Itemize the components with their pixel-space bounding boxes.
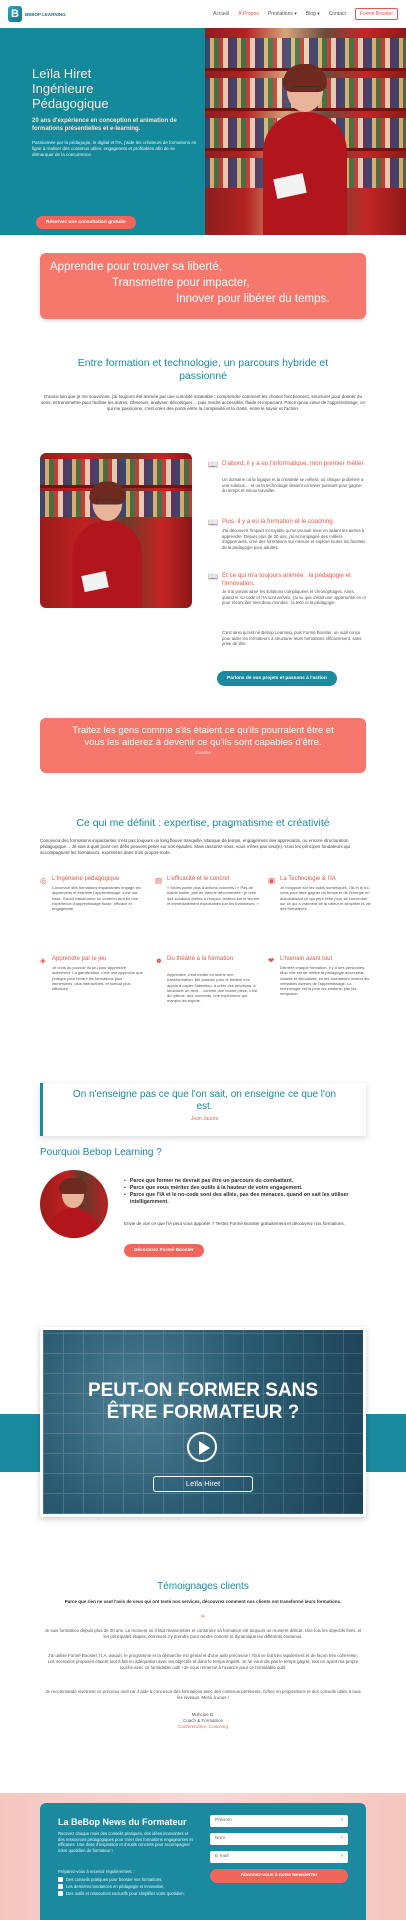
quote2-author: Goethe bbox=[195, 751, 211, 756]
card-title: L'efficacité et le concret bbox=[167, 876, 230, 882]
jaures-quote bbox=[40, 1083, 366, 1136]
card-title: Du théâtre à la formation bbox=[167, 956, 234, 962]
book-icon: 📖 bbox=[208, 572, 218, 581]
projects-button[interactable]: Parlons de vos projets et passons à l'action bbox=[217, 671, 337, 686]
card-technologie bbox=[268, 876, 372, 946]
chevron-icon: › bbox=[341, 1835, 343, 1841]
newsletter-description: Recevez chaque mois des conseils pratiques, des idées innovantes et des ressources pédagogiques pour créer des formations engageantes et efficaces. Une dose d'inspiration et d'outils concrets pour accompagner votre quotidien de formateur ! bbox=[58, 1831, 193, 1853]
video-name-badge: Leïla Hiret bbox=[153, 1476, 253, 1492]
laptop-icon: ▣ bbox=[268, 876, 276, 885]
testimonial-paragraph-3: Je recommande vivement ce précieux outil car il aide à concevoir des formations avec des contenus pertinents, riches en propositions et des conseils utiles à tous les niveaux. Merci à vous ! bbox=[45, 1689, 361, 1700]
feature-title: Et ce qui m'a toujours animée : la pédagogie et l'innovation. bbox=[222, 572, 351, 587]
box-quote-line-1: On n'enseigne pas ce que l'on sait, on enseigne ce que l'on bbox=[72, 1089, 337, 1100]
define-title: Ce qui me définit : expertise, pragmatisme et créativité bbox=[76, 817, 330, 829]
quote-line-3: Innover pour libérer du temps. bbox=[176, 293, 330, 305]
card-text: Derrière chaque formation, il y a des personnes. Mon rôle est de mettre la pédagogie accessible, vivante et stimulante, en les formateurs restent les véritables acteurs de l'apprentissage. La technologie est là pour les soutenir, pas les remplacer. bbox=[280, 965, 370, 997]
testimonials-title: Témoignages clients bbox=[157, 1581, 249, 1592]
card-text: Je m'appuie sur les outils numériques, l'IA et le no-code pour faire gagner du temps et de l'énergie en automatisant ce qui peut l'être pour se concentrer sur ce qui a vraiment de la valeur et simplifier la vie des formateurs. bbox=[280, 885, 371, 912]
newsletter-check-item: Des outils et ressources exclusifs pour simplifier votre quotidien. bbox=[58, 1891, 198, 1897]
testimonial-author-org: Conférencière, Coaching bbox=[178, 1724, 228, 1729]
logo-icon: B bbox=[8, 6, 22, 22]
card-humain bbox=[268, 956, 372, 1028]
portrait-photo bbox=[40, 453, 192, 608]
chart-icon: ▤ bbox=[155, 876, 163, 885]
play-icon[interactable] bbox=[187, 1432, 217, 1462]
handshake-icon: ❤ bbox=[268, 956, 275, 965]
chevron-icon: › bbox=[341, 1853, 343, 1859]
quote-icon: “ bbox=[201, 1612, 205, 1626]
hero-description: Passionnée par la pédagogie, le digital et l'IA, j'aide les créateurs de formations en ligne à réaliser des contenus utiles, engageants et profitables afin de se démarquer de la concurrence. bbox=[32, 140, 197, 157]
quote2-line-2: vous les aiderez à devenir ce qu'ils sont capables d'être. bbox=[84, 737, 322, 748]
nav-item-accueil[interactable]: Accueil bbox=[213, 11, 230, 17]
testimonials-intro: Parce que rien ne vaut l'avis de ceux qui ont testé nos services, découvrez comment nos clients ont transformé leurs formations. bbox=[64, 1599, 342, 1604]
email-input[interactable]: E-mail › bbox=[210, 1851, 348, 1863]
hero-section bbox=[0, 28, 406, 235]
newsletter-box bbox=[40, 1803, 366, 1920]
newsletter-check-item: Les dernières tendances en pédagogie et innovation, bbox=[58, 1884, 198, 1890]
card-text: Concevoir des formations impactantes engage les apprenants et entraîne l'apprentissage, c'est ma base. Savoir transformer un contenu brut en une expérience d'apprentissage fluide, efficace et engageante. bbox=[52, 885, 141, 912]
person-figure bbox=[68, 475, 147, 608]
gamepad-icon: ◈ bbox=[40, 956, 46, 965]
avatar bbox=[40, 1170, 108, 1238]
lastname-input[interactable]: Nom › bbox=[210, 1833, 348, 1845]
site-header bbox=[0, 0, 406, 28]
feature-text: C'est ainsi qu'est né Bebop Learning, puis Formé Booster, un outil conçu pour aider les formateurs à structurer leurs formations efficacement, sans prise de tête. bbox=[222, 630, 362, 647]
testimonial-author-role: Coach & Formatrice bbox=[182, 1718, 223, 1723]
why-text: Envie de voir ce que l'IA peut vous apporter ? Testez Formé Booster gratuitement et découvrez nos formations. bbox=[124, 1221, 345, 1226]
intro-paragraph: D'aussi loin que je me souvienne, j'ai toujours été animée par une curiosité insatiable : comprendre comment les choses fonctionnent, structurer pour donner du sens, et transmettre pour faciliter les autres. Observer, analyser, décortiquer… puis rendre accessible, fluide et impactant. Parce qu'au cœur de l'apprentissage, ce qui me passionne, c'est créer des ponts entre la complexité et la clarté, entre le savoir et l'action. bbox=[41, 394, 365, 411]
feature-formation bbox=[208, 518, 368, 566]
video-player[interactable] bbox=[40, 1327, 366, 1517]
testimonial-author-name: Mohcine B. bbox=[191, 1712, 215, 1717]
person-figure bbox=[257, 56, 353, 235]
card-ingenierie bbox=[40, 876, 144, 946]
why-title: Pourquoi Bebop Learning ? bbox=[40, 1147, 162, 1158]
book-icon: 📖 bbox=[208, 518, 218, 527]
checkbox-icon bbox=[58, 1884, 63, 1889]
checkbox-icon bbox=[58, 1891, 63, 1896]
feature-text: Je n'ai jamais aimé les solutions compliquées et chronophages. Alors, quand le no-code et l'IA sont arrivés, j'ai su que c'était une opportunité en or pour réconcilier mes deux mondes : la tech et la pédagogie. bbox=[222, 589, 367, 606]
forme-booster-button[interactable]: Découvrez Formé Booster bbox=[124, 1244, 204, 1257]
feature-bebop bbox=[208, 630, 368, 656]
checkbox-icon bbox=[58, 1877, 63, 1882]
newsletter-check-item: Des conseils pratiques pour booster vos formations, bbox=[58, 1877, 198, 1883]
feature-title: Puis, il y a eu la formation et le coaching bbox=[222, 518, 333, 525]
card-text: Je crois au pouvoir du jeu pour apprendre autrement. La gamification, c'est une approche que j'intègre pour rendre les formations plus immersives, plus interactives, et surtout plus efficaces. bbox=[52, 965, 143, 992]
nav-cta-button[interactable]: Formé Booster bbox=[355, 8, 398, 20]
card-jeu bbox=[40, 956, 144, 1028]
card-text: « Moins parler plus d'actions concrets ! » Pas de blabla inutile, pas de théorie déconnectée : je crée des solutions prêtes à l'emploi, testées sur le terrain et immédiatement exploitables par les formateurs. » bbox=[167, 885, 259, 906]
hero-text bbox=[32, 66, 197, 158]
quote-banner bbox=[40, 253, 366, 319]
feature-text: Un domaine où la logique et la créativité se mêlent, où chaque problème a une solution… et où la technologie devient un levier puissant pour gagner du temps et mieux travailler. bbox=[222, 477, 364, 494]
define-paragraph: Concevoir des formations impactantes n'est pas toujours un long fleuve tranquille. Manque de temps, engagement des apprenants, ou encore structuration pédagogique… Je sais à quel point ces défis peuvent peser sur vos épaules. Mais rassurez-vous, vous n'êtes pas seul(e). Voici les principes fondateurs qui accompagnent les formateurs, exprimées dans trois propos-mots. bbox=[40, 838, 351, 855]
nav-item-a-propos[interactable]: À Propos bbox=[238, 11, 259, 17]
box-quote-author: Jean Jaurès bbox=[190, 1116, 219, 1122]
intro-title-2: passionné bbox=[179, 370, 227, 382]
list-item: • Parce que vous méritez des outils à la hauteur de votre engagement. bbox=[124, 1185, 303, 1191]
nav-item-contact[interactable]: Contact bbox=[328, 11, 346, 17]
quote2-line-1: Traitez les gens comme s'ils étaient ce qu'ils pourraient être et bbox=[72, 725, 334, 736]
newsletter-subtitle: Préparez-vous à recevoir régulièrement : bbox=[58, 1869, 134, 1874]
logo-text: BEBOP LEARNING bbox=[25, 11, 66, 17]
card-theatre bbox=[155, 956, 259, 1028]
hero-job: Ingénieure bbox=[32, 81, 94, 96]
video-title: PEUT-ON FORMER SANS ÊTRE FORMATEUR ? bbox=[87, 1380, 319, 1423]
box-quote-line-2: est. bbox=[196, 1101, 213, 1112]
newsletter-title: La BeBop News du Formateur bbox=[58, 1817, 187, 1827]
card-title: Apprendre par le jeu bbox=[52, 956, 107, 962]
nav-item-blog[interactable]: Blog ▾ bbox=[305, 11, 320, 17]
card-text: Apprendre, c'est mettre en scène une transformation. Me passion pour le théâtre m'a appris à capter l'attention, à créer des émotions, à structurer un récit… comme une bonne pièce, c'est du rythme, des moments, une expérience qui marque les esprits. bbox=[167, 972, 258, 1004]
theater-icon: ☻ bbox=[155, 956, 163, 965]
consultation-button[interactable]: Réservez une consultation gratuite bbox=[36, 216, 136, 229]
hero-name: Leïla Hiret bbox=[32, 66, 92, 81]
logo[interactable] bbox=[8, 6, 66, 22]
why-list bbox=[124, 1178, 374, 1206]
card-efficacite bbox=[155, 876, 259, 946]
hero-subtitle: 20 ans d'expérience en conception et animation de formations présentielles et e-learning. bbox=[32, 118, 177, 132]
card-title: L'humain avant tout bbox=[280, 956, 333, 962]
feature-title: D'abord, il y a eu l'informatique, mon premier métier bbox=[222, 460, 364, 467]
testimonial-paragraph-1: Je suis formatrice depuis plus de 20 ans. Le moment où il faut réassembler et construire sa formation est toujours un moment délicat. Une fois les objectifs fixés, et les principales étapes, comment s'y prendre pour rendre concret et dynamique les différents contenus. bbox=[44, 1628, 362, 1639]
subscribe-button[interactable]: Abonnez-vous à notre NewsletTer bbox=[210, 1869, 348, 1883]
intro-title-1: Entre formation et technologie, un parcours hybride et bbox=[77, 357, 329, 369]
hero-photo bbox=[205, 28, 406, 235]
book-icon: 📖 bbox=[208, 460, 218, 469]
list-item: • Parce que l'IA et le no-code sont des alliés, pas des menaces, quand on sait les utiliser intelligemment. bbox=[124, 1192, 349, 1205]
target-icon: ◎ bbox=[40, 876, 47, 885]
list-item: • Parce que former ne devrait pas être un parcours du combattant. bbox=[124, 1178, 294, 1184]
firstname-input[interactable]: Prénom › bbox=[210, 1815, 348, 1827]
card-title: L'Ingénierie pédagogique bbox=[52, 876, 120, 882]
main-nav bbox=[213, 8, 398, 20]
card-title: La Technologie & l'IA bbox=[280, 876, 336, 882]
chevron-icon: › bbox=[341, 1817, 343, 1823]
feature-text: J'ai découvert l'impact incroyable qu'on pouvait avoir en aidant les autres à apprendre. Depuis plus de 20 ans, j'ai accompagné des milliers d'apprenants, créé des formations sur mesure et exploré toutes les facettes de la pédagogie pour adultes. bbox=[222, 528, 366, 550]
feature-informatique bbox=[208, 460, 368, 508]
hero-job-2: Pédagogique bbox=[32, 96, 109, 111]
quote-line-2: Transmettre pour impacter, bbox=[112, 277, 250, 289]
testimonial-paragraph-2: J'ai utilisé Formé Booster, l'I.A, waouh, le programme et la démarche est génial et d'une aide précieuse ! Tout se fait très rapidement et de façon très cohérente. Les scénarios proposés étaient tout à fait en adéquation avec les objectifs et dans le temps imparti. Je ne vous dis pas le temps gagné, tout en ayant ma propre touche avec ce formidable outil ! Je vous remercie à l'avance pour ce formidable outil. bbox=[47, 1653, 359, 1670]
quote-line-1: Apprendre pour trouver sa liberté, bbox=[50, 261, 222, 273]
nav-item-prestations[interactable]: Prestations ▾ bbox=[267, 11, 297, 17]
goethe-quote bbox=[40, 718, 366, 773]
feature-pedagogie bbox=[208, 572, 368, 620]
